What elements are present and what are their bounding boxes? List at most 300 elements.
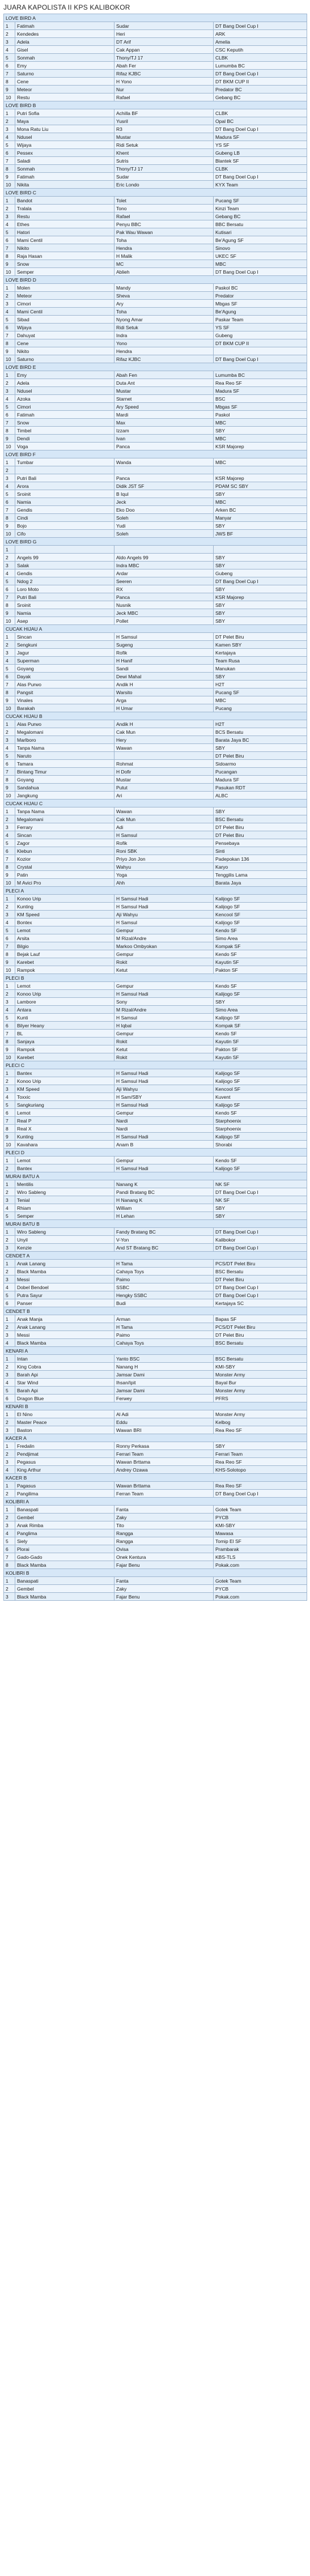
rank-cell: 2 <box>4 728 15 736</box>
table-row <box>4 1196 307 1204</box>
owner-cell: Wanda <box>114 458 214 466</box>
section-header <box>4 14 307 22</box>
team-cell: Pucang SF <box>214 688 307 696</box>
table-row <box>4 157 307 165</box>
table-row <box>4 427 307 435</box>
bird-name-cell: Messi <box>15 1276 114 1283</box>
team-cell: SBY <box>214 998 307 1006</box>
owner-cell: Ary <box>114 300 214 308</box>
owner-cell: Ahh <box>114 879 214 887</box>
bird-name-cell: Lemot <box>15 1157 114 1164</box>
rank-cell: 3 <box>4 911 15 919</box>
team-cell: Mbgas SF <box>214 300 307 308</box>
bird-name-cell: Dahuyat <box>15 331 114 339</box>
rank-cell: 5 <box>4 228 15 236</box>
owner-cell: H Yono <box>114 78 214 86</box>
table-row <box>4 696 307 704</box>
rank-cell: 8 <box>4 1038 15 1045</box>
bird-name-cell: Sincan <box>15 831 114 839</box>
rank-cell: 7 <box>4 942 15 950</box>
owner-cell: H Tama <box>114 1260 214 1268</box>
bird-name-cell: Karebet <box>15 958 114 966</box>
rank-cell: 7 <box>4 593 15 601</box>
table-row <box>4 1323 307 1331</box>
owner-cell: Rifaz KJBC <box>114 355 214 363</box>
rank-cell: 8 <box>4 78 15 86</box>
section-header <box>4 363 307 371</box>
rank-cell: 8 <box>4 776 15 784</box>
bird-name-cell: Meteor <box>15 86 114 93</box>
table-row <box>4 593 307 601</box>
table-row <box>4 1038 307 1045</box>
team-cell: Kendo SF <box>214 982 307 990</box>
section-title: LOVE BIRD A <box>4 14 307 22</box>
owner-cell: Rangga <box>114 1537 214 1545</box>
table-row <box>4 926 307 934</box>
rank-cell: 9 <box>4 871 15 879</box>
team-cell: Kalijogo SF <box>214 990 307 998</box>
table-row <box>4 871 307 879</box>
bird-name-cell: Bilgio <box>15 942 114 950</box>
table-row <box>4 1466 307 1474</box>
table-row <box>4 1228 307 1236</box>
team-cell: DT Bang Doel Cup I <box>214 355 307 363</box>
table-row <box>4 998 307 1006</box>
bird-name-cell: Nikita <box>15 181 114 189</box>
bird-name-cell: Sonmah <box>15 165 114 173</box>
table-row <box>4 117 307 125</box>
table-row <box>4 1188 307 1196</box>
table-row <box>4 1521 307 1529</box>
table-row <box>4 1109 307 1117</box>
owner-cell: Panca <box>114 443 214 450</box>
bird-name-cell: Anak Lanang <box>15 1323 114 1331</box>
team-cell: Kendo SF <box>214 926 307 934</box>
owner-cell: Pak Wau Wawan <box>114 228 214 236</box>
table-row <box>4 879 307 887</box>
rank-cell: 4 <box>4 831 15 839</box>
bird-name-cell: Bilyer Heany <box>15 1022 114 1030</box>
rank-cell: 3 <box>4 38 15 46</box>
bird-name-cell: Snow <box>15 260 114 268</box>
bird-name-cell: Anak Manja <box>15 1315 114 1323</box>
team-cell: Kalijogo SF <box>214 1164 307 1172</box>
bird-name-cell: Kunting <box>15 1133 114 1141</box>
rank-cell: 1 <box>4 1410 15 1418</box>
table-row <box>4 1260 307 1268</box>
owner-cell: Indra MBC <box>114 562 214 569</box>
table-row <box>4 1085 307 1093</box>
owner-cell: Gempur <box>114 1157 214 1164</box>
bird-name-cell: Black Mamba <box>15 1561 114 1569</box>
rank-cell: 10 <box>4 181 15 189</box>
team-cell: MBC <box>214 435 307 443</box>
table-row <box>4 704 307 712</box>
rank-cell: 3 <box>4 1276 15 1283</box>
section-title: LOVE BIRD F <box>4 450 307 458</box>
table-row <box>4 379 307 387</box>
table-row <box>4 681 307 688</box>
team-cell: H2T <box>214 681 307 688</box>
rank-cell: 1 <box>4 1157 15 1164</box>
bird-name-cell: Semper <box>15 1212 114 1220</box>
rank-cell: 1 <box>4 1260 15 1268</box>
rank-cell: 9 <box>4 696 15 704</box>
owner-cell: Rangga <box>114 1529 214 1537</box>
rank-cell: 4 <box>4 1339 15 1347</box>
bird-name-cell: Goyang <box>15 665 114 673</box>
bird-name-cell: Bontex <box>15 919 114 926</box>
team-cell: Kendo SF <box>214 1157 307 1164</box>
table-row <box>4 268 307 276</box>
table-row <box>4 823 307 831</box>
rank-cell: 3 <box>4 1426 15 1434</box>
rank-cell: 1 <box>4 1180 15 1188</box>
team-cell: KSR Majorep <box>214 593 307 601</box>
team-cell: Bayal Bur <box>214 1379 307 1387</box>
team-cell: Madura SF <box>214 387 307 395</box>
owner-cell: H Tama <box>114 1323 214 1331</box>
owner-cell: Heri <box>114 30 214 38</box>
owner-cell: Fajar Benu <box>114 1561 214 1569</box>
owner-cell: Markoo Ombyokan <box>114 942 214 950</box>
team-cell: Gubeng <box>214 331 307 339</box>
rank-cell: 8 <box>4 601 15 609</box>
team-cell: CLBK <box>214 54 307 62</box>
bird-name-cell: Cene <box>15 78 114 86</box>
bird-name-cell: Emy <box>15 371 114 379</box>
team-cell: Sidoarmo <box>214 760 307 768</box>
rank-cell: 9 <box>4 173 15 181</box>
team-cell: SBY <box>214 807 307 815</box>
table-row <box>4 1506 307 1514</box>
section-header <box>4 1252 307 1260</box>
bird-name-cell: KM Speed <box>15 911 114 919</box>
owner-cell: Andik H <box>114 681 214 688</box>
owner-cell: Thony/TJ 17 <box>114 165 214 173</box>
team-cell: Pasukan RDT <box>214 784 307 792</box>
owner-cell: Yanto BSC <box>114 1355 214 1363</box>
rank-cell: 4 <box>4 220 15 228</box>
owner-cell: Ovisa <box>114 1545 214 1553</box>
owner-cell: Pandi Bratang BC <box>114 1188 214 1196</box>
bird-name-cell: Emy <box>15 62 114 70</box>
bird-name-cell: Wijaya <box>15 324 114 331</box>
rank-cell: 5 <box>4 1212 15 1220</box>
owner-cell: Ablieh <box>114 268 214 276</box>
team-cell: DT Bang Doel Cup I <box>214 70 307 78</box>
rank-cell: 7 <box>4 70 15 78</box>
table-row <box>4 331 307 339</box>
rank-cell: 5 <box>4 490 15 498</box>
table-row <box>4 181 307 189</box>
rank-cell: 1 <box>4 633 15 641</box>
bird-name-cell: Kunting <box>15 903 114 911</box>
bird-name-cell: Dobel Bendoel <box>15 1283 114 1291</box>
bird-name-cell: Ndusel <box>15 133 114 141</box>
bird-name-cell: Fredalin <box>15 1442 114 1450</box>
owner-cell: William <box>114 1204 214 1212</box>
bird-name-cell: King Cobra <box>15 1363 114 1371</box>
bird-name-cell: Jangkung <box>15 792 114 800</box>
table-row <box>4 1283 307 1291</box>
bird-name-cell: KM Speed <box>15 1085 114 1093</box>
bird-name-cell: Toxxic <box>15 1093 114 1101</box>
owner-cell: Yudi <box>114 522 214 530</box>
rank-cell: 6 <box>4 1545 15 1553</box>
owner-cell: Panca <box>114 474 214 482</box>
rank-cell: 9 <box>4 522 15 530</box>
bird-name-cell: Sonmah <box>15 54 114 62</box>
table-row <box>4 1093 307 1101</box>
owner-cell: Seeren <box>114 577 214 585</box>
owner-cell: Thony/TJ 17 <box>114 54 214 62</box>
table-row <box>4 292 307 300</box>
rank-cell: 10 <box>4 530 15 538</box>
rank-cell: 1 <box>4 371 15 379</box>
team-cell: JWS BF <box>214 530 307 538</box>
owner-cell: MC <box>114 260 214 268</box>
rank-cell: 10 <box>4 704 15 712</box>
team-cell: Kompak SF <box>214 1022 307 1030</box>
rank-cell: 5 <box>4 1387 15 1395</box>
team-cell: MBC <box>214 419 307 427</box>
table-row <box>4 498 307 506</box>
bird-name-cell: Rampok <box>15 966 114 974</box>
section-header <box>4 1220 307 1228</box>
section-header <box>4 1347 307 1355</box>
owner-cell: Jamsar Dami <box>114 1387 214 1395</box>
table-row <box>4 1299 307 1307</box>
owner-cell: Sheva <box>114 292 214 300</box>
bird-name-cell: Siely <box>15 1537 114 1545</box>
rank-cell: 7 <box>4 331 15 339</box>
bird-name-cell: Kendedes <box>15 30 114 38</box>
section-title: CUCAK HIJAU A <box>4 625 307 633</box>
table-row <box>4 1212 307 1220</box>
rank-cell: 1 <box>4 546 15 554</box>
team-cell: ARK <box>214 30 307 38</box>
owner-cell: H Samsul Hadi <box>114 1069 214 1077</box>
team-cell: Kinzi Team <box>214 205 307 212</box>
table-row <box>4 1069 307 1077</box>
owner-cell: Hendra <box>114 347 214 355</box>
table-row <box>4 1077 307 1085</box>
team-cell: Kendo SF <box>214 1030 307 1038</box>
table-row <box>4 815 307 823</box>
bird-name-cell: Cindi <box>15 514 114 522</box>
table-row <box>4 728 307 736</box>
rank-cell: 1 <box>4 1482 15 1490</box>
team-cell: Pensebaya <box>214 839 307 847</box>
owner-cell: Anam B <box>114 1141 214 1149</box>
owner-cell: Yusril <box>114 117 214 125</box>
rank-cell: 6 <box>4 760 15 768</box>
rank-cell: 8 <box>4 1125 15 1133</box>
bird-name-cell: Plorai <box>15 1545 114 1553</box>
rank-cell: 2 <box>4 1323 15 1331</box>
team-cell: SBY <box>214 554 307 562</box>
section-header <box>4 1474 307 1482</box>
team-cell: MBC <box>214 260 307 268</box>
table-row <box>4 1561 307 1569</box>
rank-cell: 8 <box>4 427 15 435</box>
bird-name-cell: Arora <box>15 482 114 490</box>
bird-name-cell <box>15 546 114 554</box>
team-cell: DT Bang Doel Cup I <box>214 1291 307 1299</box>
team-cell: DT Bang Doel Cup I <box>214 1490 307 1498</box>
table-row <box>4 1577 307 1585</box>
table-row <box>4 347 307 355</box>
owner-cell: Ardar <box>114 569 214 577</box>
rank-cell: 1 <box>4 197 15 205</box>
team-cell: Mawasa <box>214 1529 307 1537</box>
rank-cell: 10 <box>4 966 15 974</box>
bird-name-cell: Voga <box>15 443 114 450</box>
bird-name-cell: Konoo Urip <box>15 990 114 998</box>
owner-cell: Roni SBK <box>114 847 214 855</box>
table-row <box>4 1276 307 1283</box>
table-row <box>4 86 307 93</box>
table-row <box>4 673 307 681</box>
table-row <box>4 355 307 363</box>
section-header <box>4 276 307 284</box>
rank-cell: 8 <box>4 688 15 696</box>
team-cell: Predator BC <box>214 86 307 93</box>
owner-cell: Max <box>114 419 214 427</box>
section-title: KOLIBRI A <box>4 1498 307 1506</box>
team-cell: Kalijogo SF <box>214 903 307 911</box>
table-row <box>4 1458 307 1466</box>
owner-cell: Onek Kentura <box>114 1553 214 1561</box>
bird-name-cell: Putra Sayur <box>15 1291 114 1299</box>
owner-cell: Nanang H <box>114 1363 214 1371</box>
table-row <box>4 482 307 490</box>
table-row <box>4 1053 307 1061</box>
owner-cell: B Iqul <box>114 490 214 498</box>
table-row <box>4 236 307 244</box>
owner-cell: Wahyu <box>114 863 214 871</box>
bird-name-cell: Karebet <box>15 1053 114 1061</box>
rank-cell: 10 <box>4 443 15 450</box>
rank-cell: 6 <box>4 847 15 855</box>
bird-name-cell: Cimori <box>15 300 114 308</box>
team-cell: Kalijogo SF <box>214 895 307 903</box>
bird-name-cell: Bejak Lauf <box>15 950 114 958</box>
team-cell: DT Pelet Biru <box>214 831 307 839</box>
table-row <box>4 1410 307 1418</box>
rank-cell: 1 <box>4 1355 15 1363</box>
table-row <box>4 1514 307 1521</box>
bird-name-cell: Rhiam <box>15 1204 114 1212</box>
rank-cell: 7 <box>4 244 15 252</box>
bird-name-cell: BL <box>15 1030 114 1038</box>
bird-name-cell: Megalomani <box>15 728 114 736</box>
team-cell: Kalijogo SF <box>214 1069 307 1077</box>
owner-cell: Dewi Mahal <box>114 673 214 681</box>
section-title: CENDET A <box>4 1252 307 1260</box>
team-cell: ALBC <box>214 792 307 800</box>
table-row <box>4 395 307 403</box>
rank-cell: 5 <box>4 577 15 585</box>
owner-cell: Ketut <box>114 1045 214 1053</box>
owner-cell: Yoga <box>114 871 214 879</box>
team-cell: PYCB <box>214 1585 307 1593</box>
team-cell: MBC <box>214 458 307 466</box>
table-row <box>4 141 307 149</box>
table-row <box>4 1315 307 1323</box>
owner-cell: H Umar <box>114 704 214 712</box>
rank-cell: 9 <box>4 784 15 792</box>
bird-name-cell: Gado-Gado <box>15 1553 114 1561</box>
owner-cell: Ary Speed <box>114 403 214 411</box>
table-row <box>4 1236 307 1244</box>
section-title: KENARI B <box>4 1402 307 1410</box>
table-row <box>4 1291 307 1299</box>
bird-name-cell: Panglima <box>15 1529 114 1537</box>
rank-cell: 2 <box>4 1268 15 1276</box>
team-cell: Starphoenix <box>214 1125 307 1133</box>
table-row <box>4 839 307 847</box>
owner-cell: Eric Londo <box>114 181 214 189</box>
section-header <box>4 1434 307 1442</box>
rank-cell: 2 <box>4 1363 15 1371</box>
bird-name-cell: Anak Rimba <box>15 1521 114 1529</box>
team-cell: PCS/DT Pelet Biru <box>214 1323 307 1331</box>
section-header <box>4 712 307 720</box>
team-cell: KMI-SBY <box>214 1363 307 1371</box>
team-cell: Kalijogo SF <box>214 1133 307 1141</box>
section-title: CUCAK HIJAU C <box>4 800 307 807</box>
rank-cell: 2 <box>4 554 15 562</box>
bird-name-cell: Klebun <box>15 847 114 855</box>
owner-cell: Fandy Bratang BC <box>114 1228 214 1236</box>
bird-name-cell: Molen <box>15 284 114 292</box>
table-row <box>4 1529 307 1537</box>
rank-cell: 5 <box>4 926 15 934</box>
owner-cell: M Rizal/Andre <box>114 934 214 942</box>
rank-cell: 10 <box>4 355 15 363</box>
team-cell: DT Bang Doel Cup I <box>214 125 307 133</box>
bird-name-cell: Adela <box>15 379 114 387</box>
team-cell: UKEC SF <box>214 252 307 260</box>
team-cell: Monster Army <box>214 1387 307 1395</box>
team-cell: DT Pelet Biru <box>214 1331 307 1339</box>
bird-name-cell: Konoo Urip <box>15 895 114 903</box>
table-row <box>4 46 307 54</box>
bird-name-cell: Namia <box>15 609 114 617</box>
team-cell: SBY <box>214 490 307 498</box>
table-row <box>4 736 307 744</box>
table-row <box>4 1022 307 1030</box>
team-cell: Pakton SF <box>214 1045 307 1053</box>
bird-name-cell: Dragon Blue <box>15 1395 114 1402</box>
rank-cell: 6 <box>4 1395 15 1402</box>
owner-cell: Aji Wahyu <box>114 911 214 919</box>
team-cell: Kuvent <box>214 1093 307 1101</box>
owner-cell: H Samsul Hadi <box>114 1101 214 1109</box>
table-row <box>4 1418 307 1426</box>
bird-name-cell: Bojo <box>15 522 114 530</box>
rank-cell: 1 <box>4 1069 15 1077</box>
team-cell: Manyar <box>214 514 307 522</box>
owner-cell: Mustar <box>114 133 214 141</box>
bird-name-cell: Zagor <box>15 839 114 847</box>
table-row <box>4 22 307 30</box>
rank-cell: 9 <box>4 958 15 966</box>
table-row <box>4 665 307 673</box>
section-title: LOVE BIRD G <box>4 538 307 546</box>
